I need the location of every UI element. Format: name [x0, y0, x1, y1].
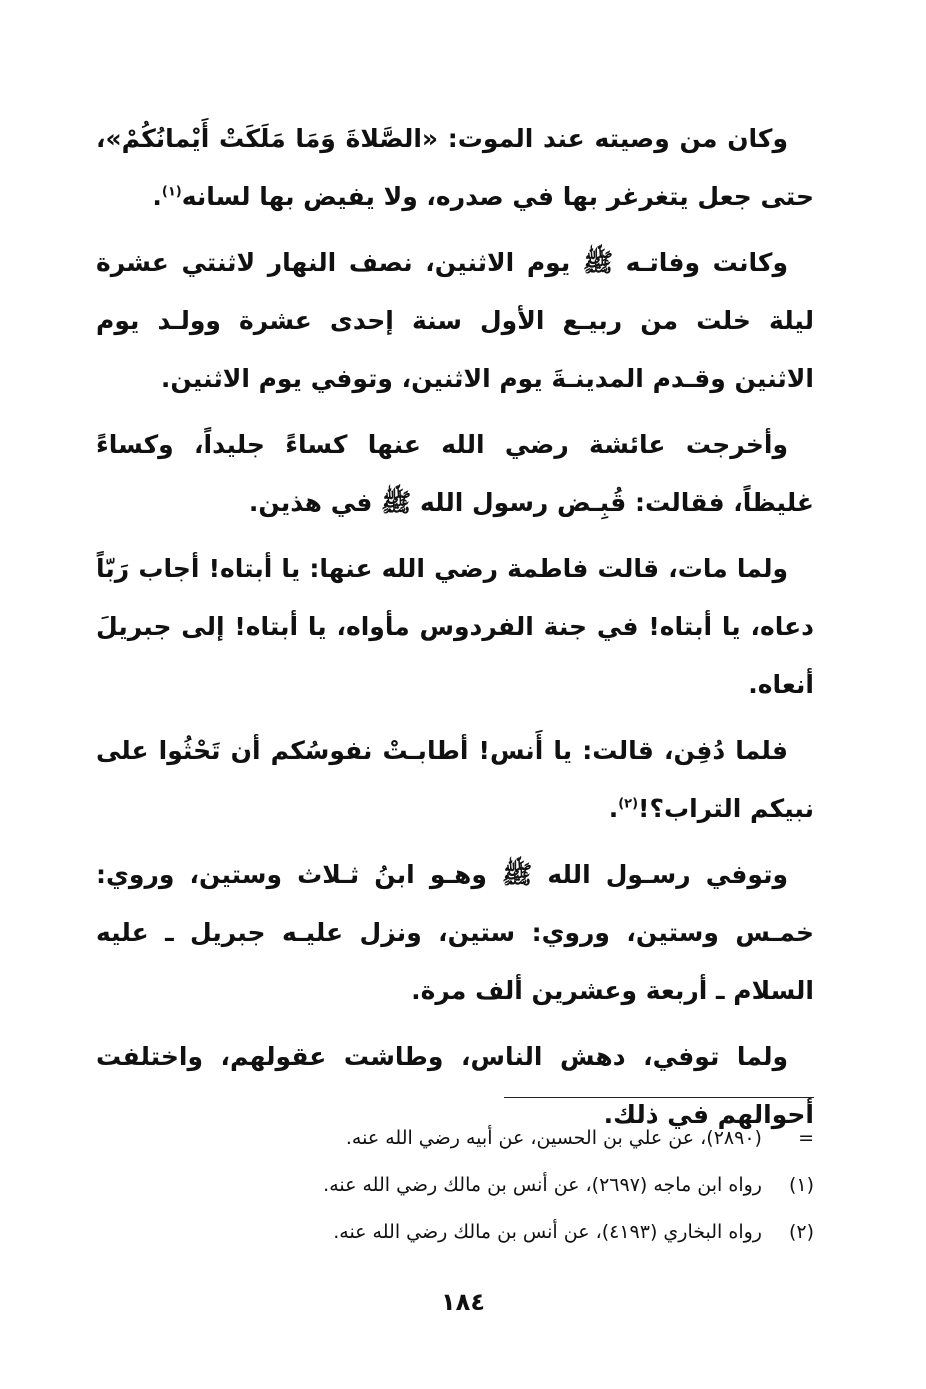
paragraph: وأخرجت عائشة رضي الله عنها كساءً جليداً، وكساءً غليظاً، فقالت: قُبِـض رسول الله ﷺ في هذين.: [96, 430, 814, 517]
paragraph-end: .: [152, 182, 162, 211]
page-number: ١٨٤: [441, 1288, 485, 1316]
footnote: [96, 1162, 814, 1209]
paragraph-text: وكان من وصيته عند الموت: «الصَّلاةَ وَمَا مَلَكَتْ أَيْمانُكُمْ»، حتى جعل يتغرغر بها في صدره، ولا يفيض بها لسانه: [96, 124, 814, 211]
footnote-separator: [504, 1097, 814, 1098]
paragraph: وتوفي رسـول الله ﷺ وهـو ابنُ ثـلاث وستين، وروي: خمـس وستين، وروي: ستين، ونزل عليـه جبريل ـ عليه السلام ـ أربعة وعشرين ألف مرة.: [96, 860, 814, 1005]
footnote-text: رواه البخاري (٤١٩٣)، عن أنس بن مالك رضي الله عنه.: [333, 1221, 762, 1243]
paragraph-text: فلما دُفِن، قالت: يا أَنس! أطابـتْ نفوسُكم أن تَحْثُوا على نبيكم التراب؟!: [96, 736, 814, 823]
main-text: [96, 110, 814, 1152]
footnote-marker: (٢): [788, 1221, 814, 1243]
paragraph: [96, 110, 814, 226]
paragraph: ولما مات، قالت فاطمة رضي الله عنها: يا أبتاه! أجاب رَبّاً دعاه، يا أبتاه! في جنة الفردوس مأواه، يا أبتاه! إلى جبريلَ أنعاه.: [96, 554, 814, 699]
footnote-text: رواه ابن ماجه (٢٦٩٧)، عن أنس بن مالك رضي الله عنه.: [323, 1174, 762, 1196]
paragraph: [96, 722, 814, 838]
paragraph: وكانت وفاتـه ﷺ يوم الاثنين، نصف النهار لاثنتي عشرة ليلة خلت من ربيـع الأول سنة إحدى عشرة وولـد يوم الاثنين وقـدم المدينـةَ يوم الاثنين، وتوفي يوم الاثنين.: [96, 248, 814, 393]
paragraph: ولما توفي، دهش الناس، وطاشت عقولهم، واختلفت أحوالهم في ذلك.: [96, 1042, 814, 1129]
footnote: [96, 1209, 814, 1256]
paragraph-end: .: [608, 794, 619, 823]
footnotes: [96, 1115, 814, 1256]
footnote-marker: =: [798, 1127, 814, 1149]
footnote-marker: (١): [788, 1174, 814, 1196]
footnote-reference: (١): [161, 184, 182, 200]
footnote-text: (٢٨٩٠)، عن علي بن الحسين، عن أبيه رضي الله عنه.: [345, 1127, 762, 1149]
footnote: [96, 1115, 814, 1162]
footnote-reference: (٢): [618, 796, 639, 812]
